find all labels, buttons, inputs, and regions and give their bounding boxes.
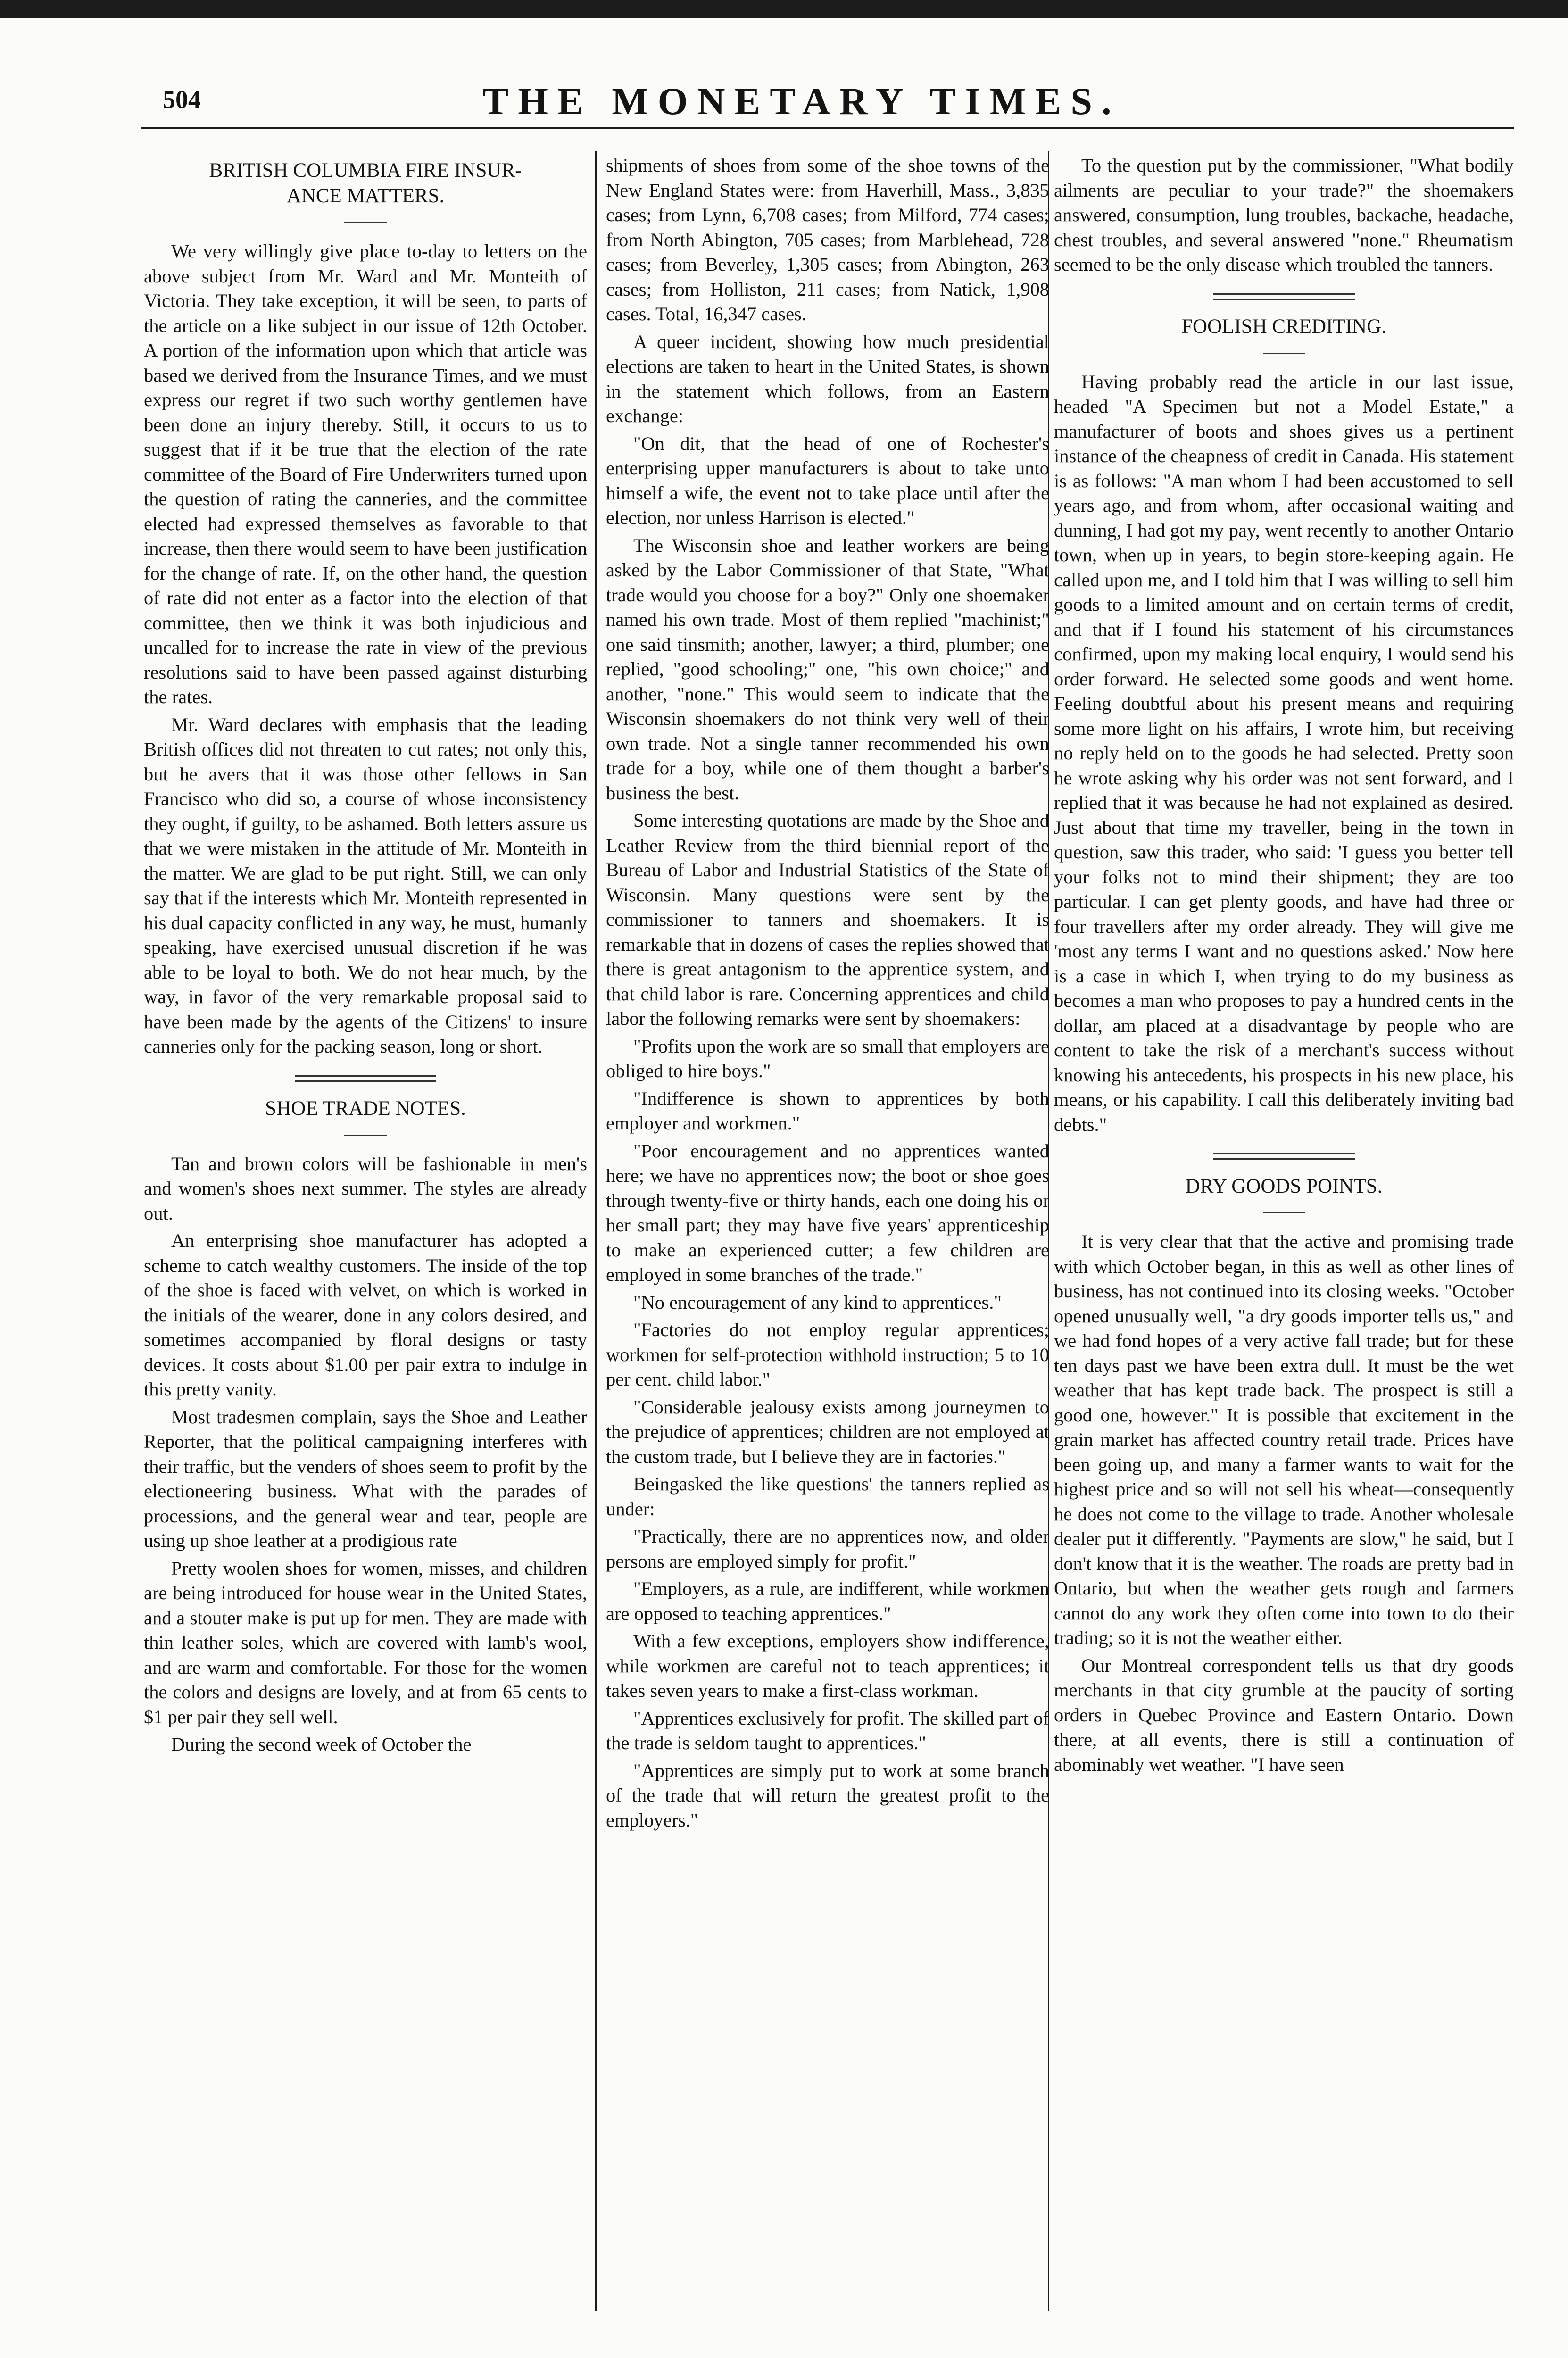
quotation: "Employers, as a rule, are indifferent, while workmen are opposed to teaching apprentices." — [606, 1578, 1049, 1624]
paragraph: The Wisconsin shoe and leather workers are being asked by the Labor Commissioner of that State, "What trade would you choose for a boy?" Only one shoemaker named his own trade. Most of them replied "machinist;" one said tinsmith; another, lawyer; a third, plumber; one replied, "good schooling;" one, "his own choice;" and another, "none." This would seem to indicate that the Wisconsin shoemakers do not think very well of their own trade. Not a single tanner recommended his own trade for a boy, while one of them thought a barber's business the best. — [606, 534, 1049, 804]
paragraph: Tan and brown colors will be fashionable in men's and women's shoes next summer. The styles are already out. — [144, 1153, 587, 1224]
paragraph: It is very clear that that the active and promising trade with which October began, in this as well as other lines of business, has not continued into its closing weeks. "October opened unusually well, "a dry goods importer tells us," and we had fond hopes of a very active fall trade; but for these ten days past we have been extra dull. It must be the wet weather that has kept trade back. The prospect is still a good one, however." It is possible that excitement in the grain market has affected country retail trade. Prices have been going up, and many a farmer wants to wait for the highest price and so will not sell his wheat—consequently he does not come to the village to trade. Another wholesale dealer put it differently. "Payments are slow," he said, but I don't know that it is the weather. The roads are pretty bad in Ontario, but when the weather gets rough and farmers cannot do any work they often come into town to do their trading; so it is not the weather either. — [1054, 1231, 1514, 1648]
title-rule — [1263, 1212, 1305, 1213]
section-title: DRY GOODS POINTS. — [1185, 1175, 1383, 1197]
title-rule — [344, 1135, 387, 1136]
paragraph: Having probably read the article in our last issue, headed "A Specimen but not a Model Estate," a manufacturer of boots and shoes gives us a pertinent instance of the cheapness of credit in Canada. His statement is as follows: "A man whom I had been accustomed to sell years ago, and from whom, after occasional waiting and dunning, I had got my pay, went recently to another Ontario town, when up in years, to begin store-keeping again. He called upon me, and I told him that I was willing to sell him goods to a limited amount and on certain terms of credit, and that if I found his statement of his circumstances confirmed, upon my making local enquiry, I would send his order forward. He selected some goods and went home. Feeling doubtful about his present means and requiring some more light on his affairs, I wrote him, but receiving no reply held on to the goods he had selected. Pretty soon he wrote asking why his order was not sent forward, and I replied that it was because he had not explained as desired. Just about that time my traveller, being in the town in question, saw this trader, who said: 'I guess you better tell your folks not to mind their shipment; they are too particular. I can get plenty goods, and have had three or four travellers after my order already. They will give me 'most any terms I want and no questions asked.' Now here is a case in which I, when trying to do my business as becomes a man who proposes to pay a hundred cents in the dollar, am placed at a disadvantage by people who are content to take the risk of a merchant's success without knowing his antecedents, his prospects in his new place, his means, or his capability. I call this deliberately inviting bad debts." — [1054, 371, 1514, 1135]
quotation: "Poor encouragement and no apprentices wanted here; we have no apprentices now; the boot or shoe goes through twenty-five or thirty hands, each one doing his or her small part; they may have five years' apprenticeship to make an experienced cutter; a few children are employed in some branches of the trade." — [606, 1140, 1049, 1285]
article-title-line: ANCE MATTERS. — [286, 185, 445, 207]
quotation: "Factories do not employ regular apprentices; workmen for self-protection withhold instruction; 5 to 10 per cent. child labor." — [606, 1319, 1049, 1390]
page-number: 504 — [163, 85, 201, 114]
paragraph: shipments of shoes from some of the shoe towns of the New England States were: from Haverhill, Mass., 3,835 cases; from Lynn, 6,708 cases; from Milford, 774 cases; from North Abington, 705 cases; from Marblehead, 728 cases; from Beverley, 1,305 cases; from Abington, 263 cases; from Holliston, 211 cases; from Natick, 1,908 cases. Total, 16,347 cases. — [606, 155, 1049, 324]
quotation: "Considerable jealousy exists among journeymen to the prejudice of apprentices; children are not employed at the custom trade, but I believe they are in factories." — [606, 1396, 1049, 1467]
top-border — [0, 0, 1568, 18]
paragraph: We very willingly give place to-day to letters on the above subject from Mr. Ward and Mr. Monteith of Victoria. They take exception, it will be seen, to parts of the article on a like subject in our issue of 12th October. A portion of the information upon which that article was based we derived from the Insurance Times, and we must express our regret if two such worthy gentlemen have been done an injury thereby. Still, it occurs to us to suggest that if it be true that the election of the rate committee of the Board of Fire Underwriters turned upon the question of rating the canneries, and the committee elected had expressed themselves as favorable to that increase, then there would seem to have been justification for the change of rate. If, on the other hand, the question of rate did not enter as a factor into the election of that committee, then we think it was both injudicious and uncalled for to increase the rate in view of the previous resolutions said to have been passed against disturbing the rates. — [144, 241, 587, 707]
paragraph: A queer incident, showing how much presidential elections are taken to heart in the United States, is shown in the statement which follows, from an Eastern exchange: — [606, 331, 1049, 426]
section-divider — [295, 1075, 436, 1082]
title-rule — [344, 222, 387, 223]
paragraph: During the second week of October the — [171, 1734, 472, 1755]
article-title — [144, 158, 587, 209]
quotation: "Profits upon the work are so small that employers are obliged to hire boys." — [606, 1035, 1049, 1081]
paragraph: To the question put by the commissioner, "What bodily ailments are peculiar to your trade?" the shoemakers answered, consumption, lung troubles, backache, headache, chest troubles, and several answered "none." Rheumatism seemed to be the only disease which troubled the tanners. — [1054, 155, 1514, 275]
quotation: "No encouragement of any kind to apprentices." — [633, 1291, 1002, 1313]
title-rule — [1263, 353, 1305, 354]
masthead: THE MONETARY TIMES. — [482, 80, 1121, 123]
paragraph: Some interesting quotations are made by the Shoe and Leather Review from the third biennial report of the Bureau of Labor and Industrial Statistics of the State of Wisconsin. Many questions were sent by the commissioner to tanners and shoemakers. It is remarkable that in dozens of cases the replies showed that there is great antagonism to the apprentice system, and that child labor is rare. Concerning apprentices and child labor the following remarks were sent by shoemakers: — [606, 810, 1049, 1029]
column-3 — [1054, 153, 1514, 2304]
paragraph: Most tradesmen complain, says the Shoe and Leather Reporter, that the political campaigning interferes with their traffic, but the venders of shoes seem to profit by the electioneering business. What with the parades of processions, and the general wear and tear, people are using up shoe leather at a prodigious rate — [144, 1406, 587, 1551]
section-divider — [1213, 1153, 1355, 1160]
column-2 — [606, 153, 1049, 2304]
column-1 — [144, 153, 587, 2304]
section-title: FOOLISH CREDITING. — [1181, 315, 1386, 338]
header-rule — [141, 127, 1514, 129]
article-title-line: BRITISH COLUMBIA FIRE INSUR- — [209, 159, 522, 182]
paragraph: Mr. Ward declares with emphasis that the leading British offices did not threaten to cut rates; not only this, but he avers that it was those other fellows in San Francisco who did so, a course of whose inconsistency they ought, if guilty, to be ashamed. Both letters assure us that we were mistaken in the attitude of Mr. Monteith in the matter. We are glad to be put right. Still, we can only say that if the interests which Mr. Monteith represented in his dual capacity conflicted in any way, he must, humanly speaking, have exercised unusual discretion if he was able to be loyal to both. We do not hear much, by the way, in favor of the very remarkable proposal said to have been made by the agents of the Citizens' to insure canneries only for the packing season, long or short. — [144, 714, 587, 1057]
quotation: "Apprentices exclusively for profit. The skilled part of the trade is seldom taught to apprentices." — [606, 1707, 1049, 1753]
paragraph: Our Montreal correspondent tells us that dry goods merchants in that city grumble at the paucity of sorting orders in Quebec Province and Eastern Ontario. Down there, at all events, there is still a continuation of abominably wet weather. "I have seen — [1054, 1654, 1514, 1775]
section-divider — [1213, 293, 1355, 300]
quotation: "Practically, there are no apprentices now, and older persons are employed simply for profit." — [606, 1526, 1049, 1572]
paragraph: "On dit, that the head of one of Rochester's enterprising upper manufacturers is about to take unto himself a wife, the event not to take place until after the election, nor unless Harrison is elected." — [606, 432, 1049, 528]
section-title: SHOE TRADE NOTES. — [265, 1097, 466, 1120]
quotation: "Apprentices are simply put to work at some branch of the trade that will return the greatest profit to the employers." — [606, 1760, 1049, 1831]
paragraph: An enterprising shoe manufacturer has adopted a scheme to catch wealthy customers. The inside of the top of the shoe is faced with velvet, on which is worked in the initials of the wearer, done in any colors desired, and sometimes accompanied by floral designs or tasty devices. It costs about $1.00 per pair extra to indulge in this pretty vanity. — [144, 1230, 587, 1400]
paragraph: Pretty woolen shoes for women, misses, and children are being introduced for house wear in the United States, and a stouter make is put up for men. They are made with thin leather soles, which are covered with lamb's wool, and are warm and comfortable. For those for the women the colors and designs are lovely, and at from 65 cents to $1 per pair they sell well. — [144, 1557, 587, 1727]
column-divider — [595, 151, 597, 2311]
paragraph: With a few exceptions, employers show indifference, while workmen are careful not to teach apprentices; it takes seven years to make a first-class workman. — [606, 1630, 1049, 1701]
paragraph: Beingasked the like questions' the tanners replied as under: — [606, 1473, 1049, 1519]
quotation: "Indifference is shown to apprentices by both employer and workmen." — [606, 1088, 1049, 1134]
